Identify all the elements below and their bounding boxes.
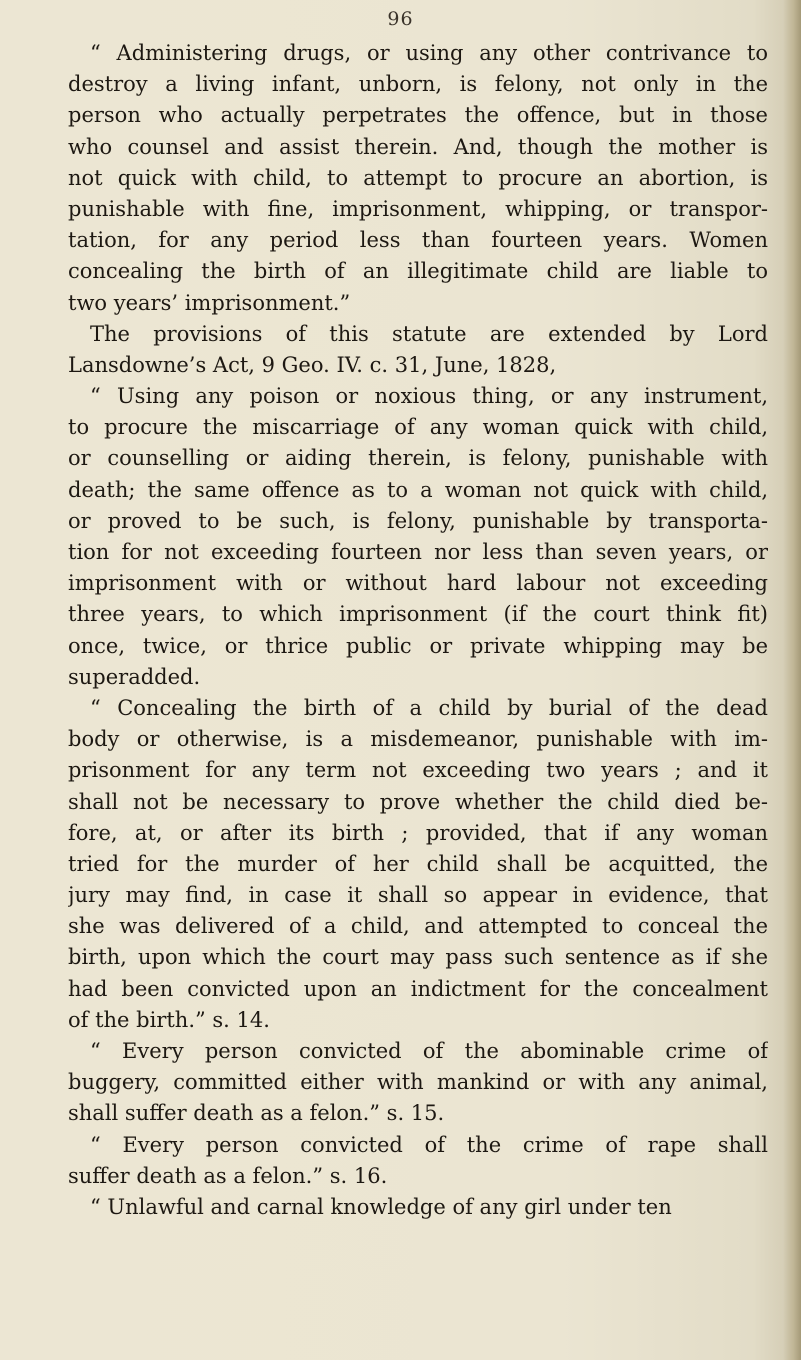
text-line: to procure the miscarriage of any woman quick with child, <box>68 415 768 440</box>
text-line: suffer death as a felon.” s. 16. <box>68 1163 388 1188</box>
body-text <box>68 38 768 1223</box>
text-line: “ Administering drugs, or using any other contrivance to <box>90 41 768 65</box>
text-line: or proved to be such, is felony, punishable by transporta- <box>68 508 768 533</box>
page-edge-shadow <box>783 0 801 1360</box>
text-line: jury may find, in case it shall so appear in evidence, that <box>68 883 768 908</box>
text-line: two years’ imprisonment.” <box>68 290 351 315</box>
text-line: three years, to which imprisonment (if the court think fit) <box>68 602 768 627</box>
text-line: death; the same offence as to a woman not quick with child, <box>68 477 768 502</box>
text-line: concealing the birth of an illegitimate child are liable to <box>68 259 768 284</box>
text-line: tation, for any period less than fourteen years. Women <box>68 228 768 253</box>
text-line: buggery, committed either with mankind or with any animal, <box>68 1070 768 1095</box>
text-line: prisonment for any term not exceeding two years ; and it <box>68 758 768 783</box>
text-line: The provisions of this statute are extended by Lord <box>90 321 768 346</box>
text-line: punishable with fine, imprisonment, whipping, or transpor- <box>68 196 768 221</box>
text-line: shall suffer death as a felon.” s. 15. <box>68 1101 445 1126</box>
text-line: “ Every person convicted of the abominable crime of <box>90 1039 768 1063</box>
text-line: shall not be necessary to prove whether the child died be- <box>68 789 768 814</box>
text-line: tion for not exceeding fourteen nor less than seven years, or <box>68 540 768 564</box>
text-line: superadded. <box>68 664 201 689</box>
text-line: “ Concealing the birth of a child by burial of the dead <box>90 695 768 720</box>
text-line: of the birth.” s. 14. <box>68 1007 270 1032</box>
text-line: birth, upon which the court may pass such sentence as if she <box>68 945 768 970</box>
text-line: tried for the murder of her child shall be acquitted, the <box>68 851 768 876</box>
text-line: person who actually perpetrates the offence, but in those <box>68 103 768 128</box>
text-line: not quick with child, to attempt to procure an abortion, is <box>68 165 768 190</box>
text-line: “ Unlawful and carnal knowledge of any girl under ten <box>90 1194 672 1219</box>
text-line: “ Every person convicted of the crime of rape shall <box>90 1132 768 1157</box>
text-line: destroy a living infant, unborn, is felony, not only in the <box>68 72 768 97</box>
text-line: “ Using any poison or noxious thing, or any instrument, <box>90 384 768 409</box>
page-number: 96 <box>387 8 414 30</box>
text-line: who counsel and assist therein. And, though the mother is <box>68 134 768 159</box>
text-line: once, twice, or thrice public or private whipping may be <box>68 633 768 658</box>
text-line: she was delivered of a child, and attempted to conceal the <box>68 914 768 939</box>
text-line: had been convicted upon an indictment for the concealment <box>68 976 768 1001</box>
text-line: body or otherwise, is a misdemeanor, punishable with im- <box>68 727 768 752</box>
text-line: or counselling or aiding therein, is felony, punishable with <box>68 446 768 471</box>
text-line: imprisonment with or without hard labour not exceeding <box>68 571 768 596</box>
text-line: Lansdowne’s Act, 9 Geo. IV. c. 31, June, 1828, <box>68 352 557 377</box>
text-line: fore, at, or after its birth ; provided, that if any woman <box>68 820 768 845</box>
